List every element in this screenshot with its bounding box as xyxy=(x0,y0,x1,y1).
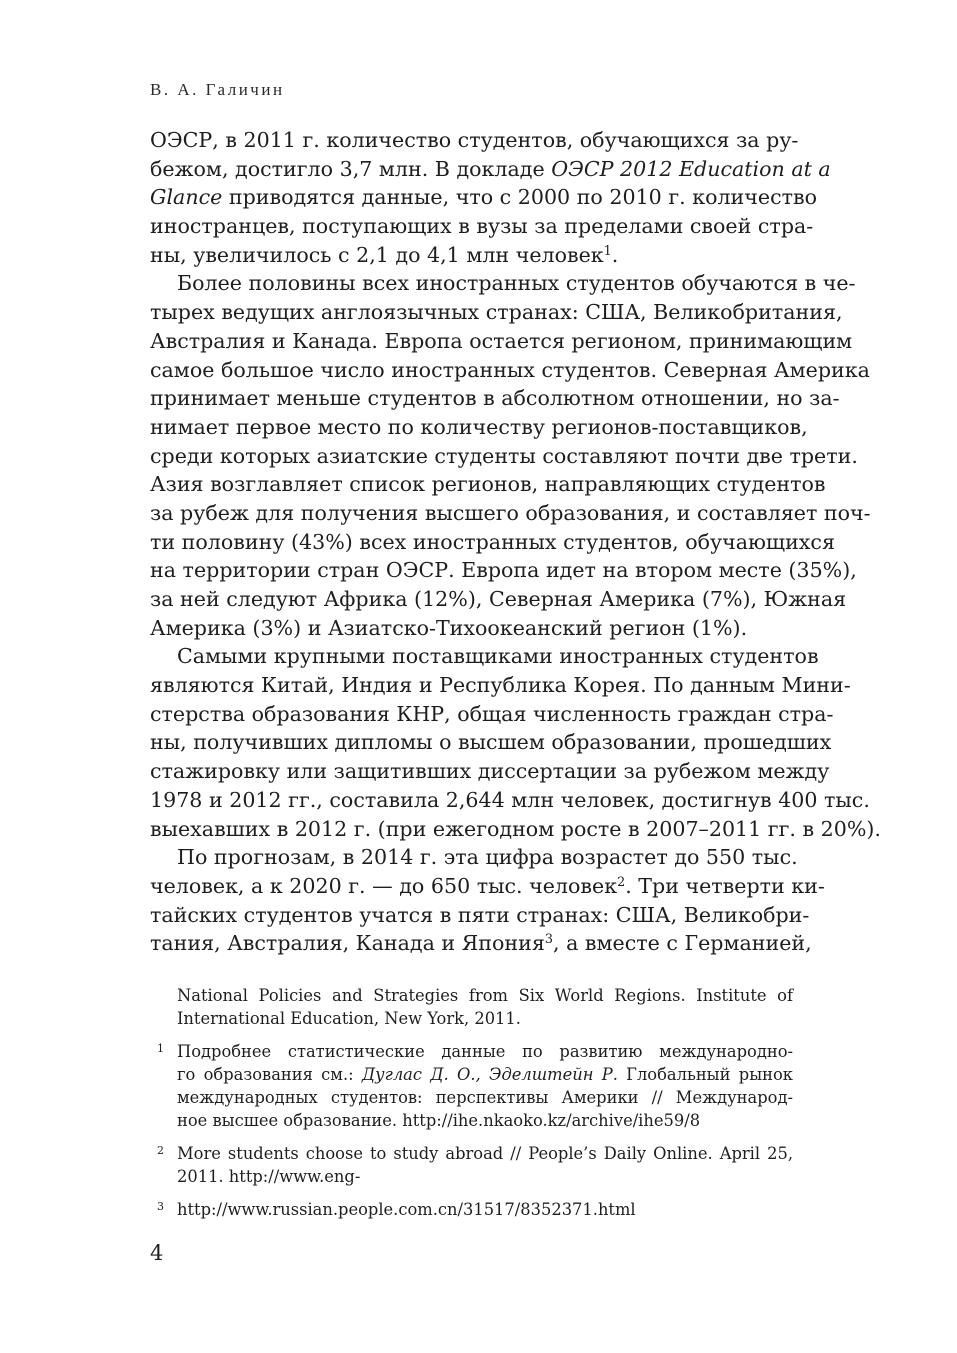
footnote-line: Подробнее статистические данные по развитию международно- xyxy=(177,1042,793,1061)
body-line: принимает меньше студентов в абсолютном отношении, но за- xyxy=(150,386,840,411)
footnote-ref: 2 xyxy=(617,874,626,890)
footnote-line: http://www.russian.people.com.cn/31517/8352371.html xyxy=(177,1200,636,1219)
footnote-1 xyxy=(150,1040,793,1132)
footnote-3 xyxy=(150,1198,793,1221)
body-line: выехавших в 2012 г. (при ежегодном росте в 2007–2011 гг. в 20%). xyxy=(150,816,881,841)
footnote-line: International Education, New York, 2011. xyxy=(177,1009,521,1028)
footnotes xyxy=(150,984,793,1231)
body-line: среди которых азиатские студенты составляют почти две трети. xyxy=(150,443,858,468)
footnote-marker: 3 xyxy=(157,1200,164,1213)
italic-run: Glance xyxy=(150,185,223,210)
body-line: Самыми крупными поставщиками иностранных студентов xyxy=(177,644,819,669)
body-line: 1978 и 2012 гг., составила 2,644 млн человек, достигнув 400 тыс. xyxy=(150,787,870,812)
footnote-line: 2011. http://www.eng- xyxy=(177,1167,361,1186)
footnote-2 xyxy=(150,1142,793,1188)
footnote-line: National Policies and Strategies from Six World Regions. Institute of xyxy=(177,986,793,1005)
main-text xyxy=(150,126,881,958)
footnote-line: го образования см.: Дуглас Д. О., Эделштейн Р. Глобальный рынок xyxy=(177,1065,793,1084)
body-line: тырех ведущих англоязычных странах: США, Великобритания, xyxy=(150,300,843,325)
body-line: самое большое число иностранных студентов. Северная Америка xyxy=(150,357,870,382)
page-number: 4 xyxy=(150,1241,164,1265)
footnote-line: More students choose to study abroad // People’s Daily Online. April 25, xyxy=(177,1144,793,1163)
body-line: Азия возглавляет список регионов, направляющих студентов xyxy=(150,472,826,497)
footnote-ref: 3 xyxy=(544,932,553,948)
body-line: за ней следуют Африка (12%), Северная Америка (7%), Южная xyxy=(150,587,847,611)
body-line: Австралия и Канада. Европа остается регионом, принимающим xyxy=(150,328,853,353)
body-line: ти половину (43%) всех иностранных студентов, обучающихся xyxy=(150,529,835,554)
body-line: тания, Австралия, Канада и Япония$^3$, а вместе с Германией, xyxy=(150,931,812,956)
body-line: ны, получивших дипломы о высшем образовании, прошедших xyxy=(150,730,832,755)
body-line: стерства образования КНР, общая численность граждан стра- xyxy=(150,701,834,726)
italic-run: ОЭСР 2012 Education at a xyxy=(551,156,831,181)
footnote-marker: 2 xyxy=(157,1144,164,1157)
body-line: ОЭСР, в 2011 г. количество студентов, обучающихся за ру- xyxy=(150,128,799,152)
footnote-marker: 1 xyxy=(157,1042,164,1055)
body-line: По прогнозам, в 2014 г. эта цифра возрастет до 550 тыс. xyxy=(177,845,798,870)
footnote-line: международных студентов: перспективы Америки // Международ- xyxy=(177,1088,793,1107)
body-line: Glance приводятся данные, что с 2000 по 2010 г. количество xyxy=(150,185,817,210)
body-line: человек, а к 2020 г. — до 650 тыс. человек$^2$. Три четверти ки- xyxy=(150,873,825,898)
body-line: на территории стран ОЭСР. Европа идет на втором месте (35%), xyxy=(150,558,857,583)
body-line: иностранцев, поступающих в вузы за пределами своей стра- xyxy=(150,214,814,239)
footnote-ref: 1 xyxy=(603,243,612,259)
footnote-line: ное высшее образование. http://ihe.nkaoko.kz/archive/ihe59/8 xyxy=(177,1111,701,1130)
running-head: В. А. Галичин xyxy=(150,80,285,99)
body-line: нимает первое место по количеству регионов-поставщиков, xyxy=(150,414,808,439)
footnote-continued xyxy=(150,984,793,1030)
body-line: за рубеж для получения высшего образования, и составляет поч- xyxy=(150,500,871,525)
body-line: тайских студентов учатся в пяти странах: США, Великобри- xyxy=(150,902,810,927)
body-line: Более половины всех иностранных студентов обучаются в че- xyxy=(177,271,856,296)
body-line: Америка (3%) и Азиатско-Тихоокеанский регион (1%). xyxy=(150,615,748,640)
italic-run: Дуглас Д. О., Эделштейн Р. xyxy=(361,1065,618,1084)
body-line: стажировку или защитивших диссертации за рубежом между xyxy=(150,759,830,784)
body-line: ны, увеличилось с 2,1 до 4,1 млн человек$^1$. xyxy=(150,242,619,267)
body-line: являются Китай, Индия и Республика Корея. По данным Мини- xyxy=(150,673,851,698)
body-line: бежом, достигло 3,7 млн. В докладе ОЭСР 2012 Education at a xyxy=(150,156,831,181)
